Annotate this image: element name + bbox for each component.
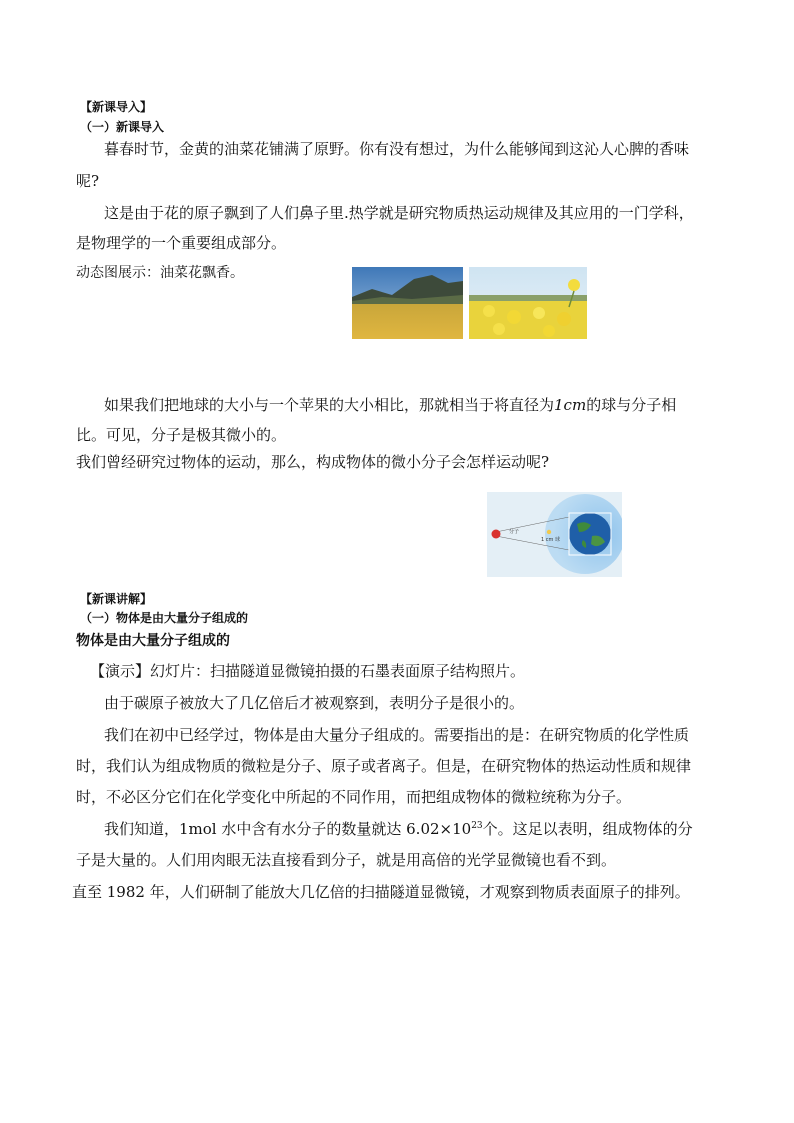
scale-comparison-diagram [487,492,622,577]
subheading-intro: （一）新课导入 [80,120,165,134]
section-heading-lecture: 【新课讲解】 [80,592,153,606]
ball-label: 1 cm 球 [541,537,560,543]
p2-line3: 时，不必区分它们在化学变化中所起的不同作用，而把组成物体的微粒统称为分子。 [76,788,632,806]
p4: 直至 1982 年，人们研制了能放大几亿倍的扫描隧道显微镜，才观察到物质表面原子的排列。 [72,883,690,901]
apple-icon [492,530,501,539]
para1-line1: 暮春时节，金黄的油菜花铺满了原野。你有没有想过，为什么能够闻到这沁人心脾的香味 [104,140,690,158]
para2-line2: 是物理学的一个重要组成部分。 [76,234,287,252]
para2-line1: 这是由于花的原子飘到了人们鼻子里.热学就是研究物质热运动规律及其应用的一门学科， [104,204,694,222]
para3-line2: 比。可见，分子是极其微小的。 [76,426,287,444]
para1-line2: 呢? [76,172,100,190]
animation-caption: 动态图展示：油菜花飘香。 [76,265,244,281]
demo-line: 【演示】幻灯片：扫描隧道显微镜拍摄的石墨表面原子结构照片。 [90,662,526,680]
molecule-label: 分子 [509,529,520,535]
p1: 由于碳原子被放大了几亿倍后才被观察到，表明分子是很小的。 [104,694,525,712]
para3-line1: 如果我们把地球的大小与一个苹果的大小相比，那就相当于将直径为1cm的球与分子相 [104,396,677,414]
section-title: 物体是由大量分子组成的 [76,633,230,649]
subheading-lecture: （一）物体是由大量分子组成的 [80,611,249,625]
p3-line2: 子是大量的。人们用肉眼无法直接看到分子，就是用高倍的光学显微镜也看不到。 [76,851,617,869]
p2-line2: 时，我们认为组成物质的微粒是分子、原子或者离子。但是，在研究物体的热运动性质和规律 [76,757,692,775]
rapeseed-flowers-photo [469,267,587,339]
rapeseed-field-photo [352,267,463,339]
para4: 我们曾经研究过物体的运动，那么，构成物体的微小分子会怎样运动呢? [76,453,550,471]
section-heading-intro: 【新课导入】 [80,100,153,114]
p2-line1: 我们在初中已经学过，物体是由大量分子组成的。需要指出的是：在研究物质的化学性质 [104,726,690,744]
p3-line1: 我们知道，1mol 水中含有水分子的数量就达 $6.02\times 10^{23}$个。这足以表明，组成物体的分 [104,820,693,838]
earth-icon [569,513,611,555]
